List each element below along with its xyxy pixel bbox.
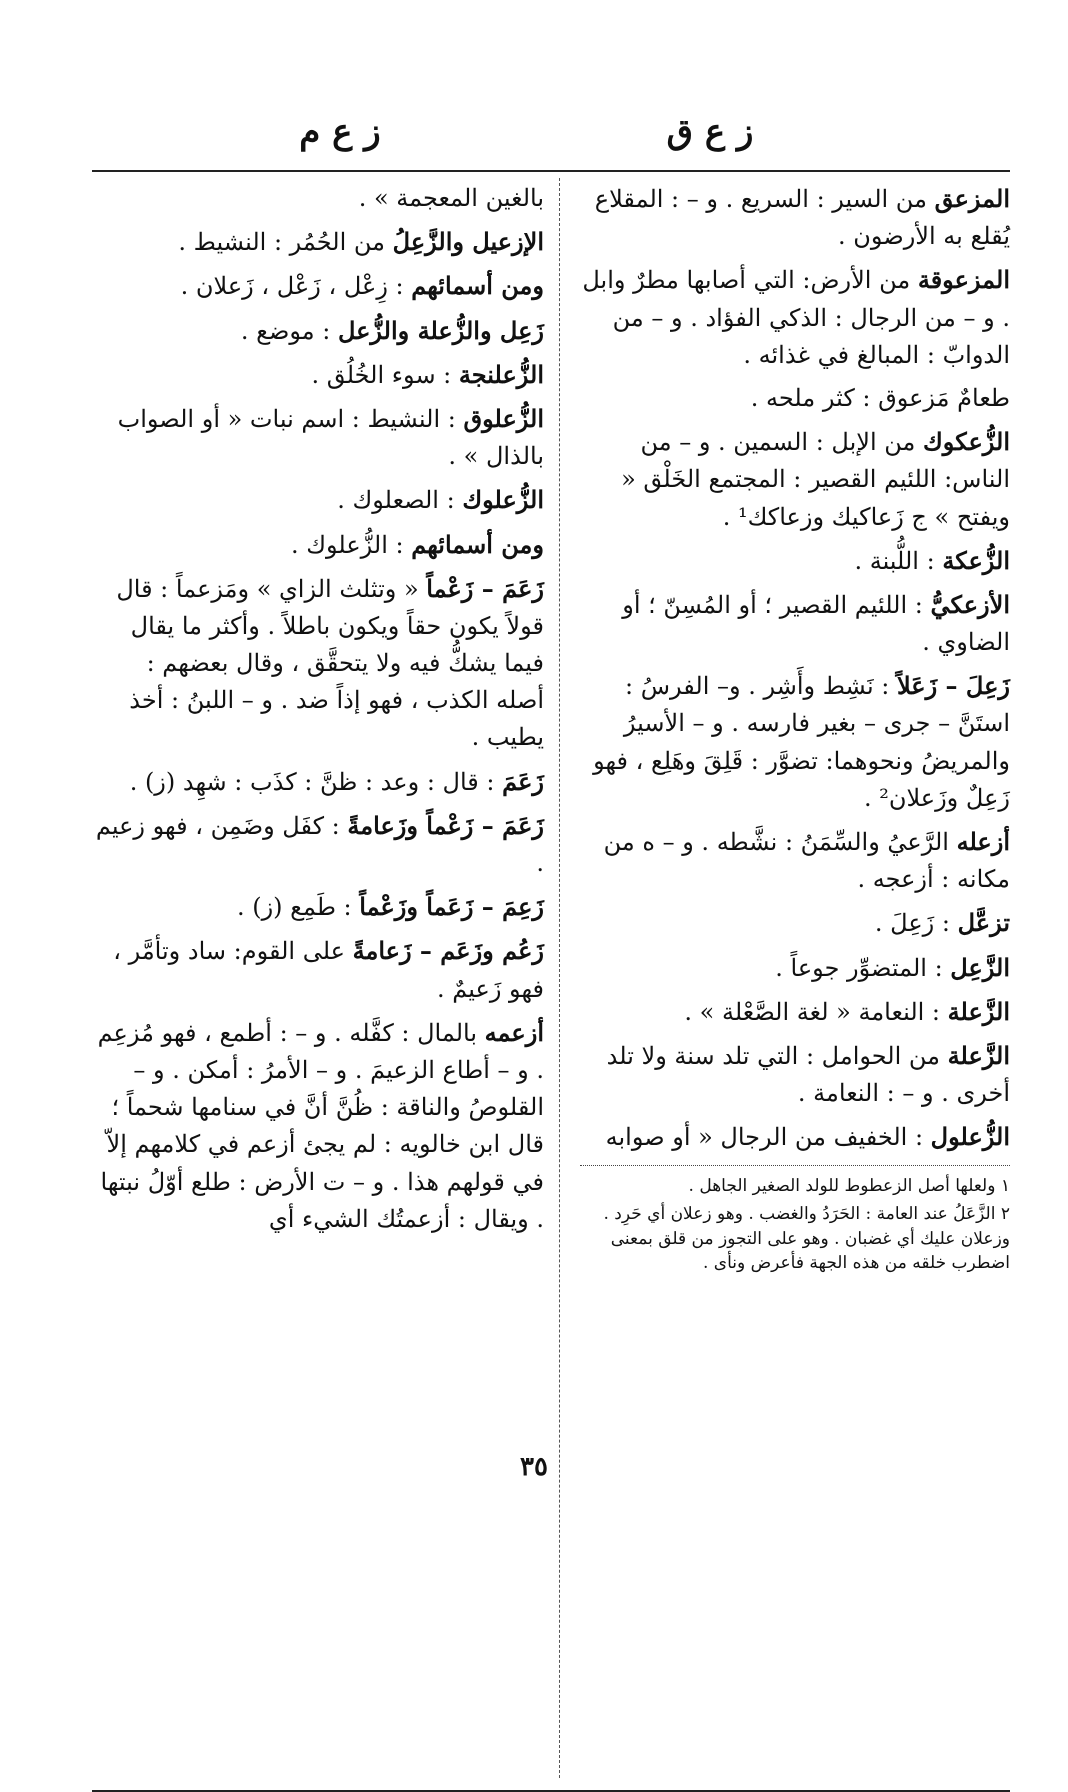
entry-definition: « وتثلث الزاي » ومَزعماً : قال قولاً يكون حقاً ويكون باطلاً . وأكثر ما يقال فيما يشكُّ فيه ولا يتحقَّق ، وقال بعضهم : أصله الكذب ، فهو إذاً ضد . و – اللبنُ : أخذ يطيب . xyxy=(116,574,544,752)
entry-definition: : الخفيف من الرجال « أو صوابه xyxy=(605,1123,931,1152)
entry-headword: الزَّعلة xyxy=(947,1040,1010,1070)
entry-definition: : نَشِط وأَشِر . و– الفرسُ : استَنَّ – جرى – بغير فارسه . و – الأسيرُ والمريضُ ونحوهما: تضوَّر : قَلِقَ وهَلِع ، فهو زَعِلٌ وزَعلان² . xyxy=(593,672,1010,812)
entry-definition: : طَمِع (ز) . xyxy=(236,893,360,922)
footnote-separator xyxy=(580,1165,1010,1166)
entry-definition: : النعامة « لغة الصَّعْلة » . xyxy=(684,997,948,1026)
dictionary-entry xyxy=(92,526,544,564)
dictionary-entry xyxy=(92,481,544,519)
dictionary-entry xyxy=(92,356,544,394)
entry-headword: ومن أسمائهم xyxy=(411,271,544,301)
column-divider xyxy=(559,178,560,1778)
entry-definition: من الحوامل : التي تلد سنة ولا تلد أخرى . و – : النعامة . xyxy=(606,1041,1010,1108)
page-number: ٣٥ xyxy=(520,1452,548,1482)
dictionary-entry xyxy=(572,993,1010,1031)
dictionary-entry xyxy=(572,261,1010,374)
entry-definition: : موضع . xyxy=(240,316,338,345)
entry-definition: من الإبل : السمين . و – من الناس: اللئيم القصير : المجتمع الخَلْق « ويفتح » ج زَعاكيك وزعاكك¹ . xyxy=(621,428,1010,531)
entry-definition: : اللئيم القصير ؛ أو المُسِنّ ؛ أو الضاوي . xyxy=(622,590,1010,657)
entry-definition: : زَعِلَ . xyxy=(874,909,958,938)
dictionary-entry xyxy=(92,807,544,882)
entry-headword: زَعِل والزُّعلة والزُّعل xyxy=(337,315,544,345)
entry-definition: : كفَل وضَمِن ، فهو زعيم . xyxy=(95,811,544,877)
entry-headword: الزُّعلوك xyxy=(462,485,544,515)
dictionary-entry xyxy=(92,570,544,757)
dictionary-entry xyxy=(572,380,1010,417)
dictionary-entry xyxy=(572,1037,1010,1112)
dictionary-entry xyxy=(92,400,544,475)
entry-definition: من الحُمُر : النشيط . xyxy=(178,228,393,257)
entry-headword: الزَّعِل xyxy=(950,952,1010,982)
dictionary-entry xyxy=(92,267,544,305)
entry-definition: : الصعلوك . xyxy=(337,486,463,515)
dictionary-entry xyxy=(92,932,544,1007)
dictionary-entry xyxy=(572,949,1010,987)
entry-definition: من السير : السريع . و – : المقلاع يُقلع به الأرضون . xyxy=(594,185,1010,251)
top-rule xyxy=(92,170,1010,172)
entry-headword: الزُّعكة xyxy=(942,545,1010,575)
entry-definition: على القوم: ساد وتأمَّر ، فهو زَعيمٌ . xyxy=(113,937,544,1003)
entry-headword: المزعق xyxy=(934,184,1010,213)
entry-headword: ومن أسمائهم xyxy=(411,529,544,559)
entry-headword: الزَّعلة xyxy=(947,996,1010,1026)
footnote: ٢ الزَّعَلُ عند العامة : الحَرَدُ والغضب . وهو زعلان أي حَرِد . وزعلان عليك أي غضبان . وهو على التجوز من قلق بمعنى اضطرب خلقه من هذه الجهة فأعرض ونأى . xyxy=(603,1204,1010,1274)
entry-headword: زَعُم وزَعَم – زَعامةً xyxy=(352,936,544,966)
left-column xyxy=(92,180,544,1244)
page-header-right: ز ع ق xyxy=(666,112,754,152)
entry-definition: : النشيط : اسم نبات « أو الصواب بالذال » . xyxy=(117,404,544,471)
page-header-left: ز ع م xyxy=(299,112,381,152)
entry-headword: تزعَّل xyxy=(957,908,1010,938)
dictionary-entry xyxy=(92,180,544,217)
dictionary-entry xyxy=(572,667,1010,817)
entry-headword: زَعِلَ – زَعَلاً xyxy=(896,671,1010,701)
entry-headword: الزُّعكوك xyxy=(923,427,1010,457)
dictionary-entry xyxy=(572,904,1010,942)
dictionary-entry xyxy=(92,888,544,926)
entry-definition: : زِعْل ، زَعْل ، زَعلان . xyxy=(180,272,412,301)
entry-headword: الأزعكيُّ xyxy=(930,589,1010,619)
dictionary-entry xyxy=(572,180,1010,255)
dictionary-entry xyxy=(572,1118,1010,1156)
entry-definition: الرَّعيُ والسِّمَنُ : نشَّطه . و – ه من مكانه : أزعجه . xyxy=(603,828,1010,894)
entry-headword: الزُّعلنجة xyxy=(458,359,544,389)
entry-definition: من الأرض: التي أصابها مطرٌ وابل . و – من الرجال : الذكي الفؤاد . و – من الدوابّ : المبالغ في غذائه . xyxy=(582,266,1010,369)
dictionary-entry xyxy=(92,1014,544,1238)
entry-definition: بالغين المعجمة » . xyxy=(358,184,544,212)
dictionary-entry xyxy=(572,823,1010,898)
entry-definition: بالمال : كفَّله . و – : أطمع ، فهو مُزعِم . و – أطاع الزعيمَ . و – الأمرُ : أمكن . و – القلوصُ والناقة : ظُنَّ أنَّ في سنامها شحماً ؛ قال ابن خالويه : لم يجئ أزعم في كلامهم إلاّ في قولهم هذا . و – ت الأرض : طلع أوّلُ نبتها . ويقال : أزعمتُك الشيء أي xyxy=(97,1018,544,1233)
dictionary-entry xyxy=(92,223,544,261)
entry-headword: أزعله xyxy=(956,827,1010,856)
dictionary-entry xyxy=(572,423,1010,536)
entry-headword: الإزعيل والزَّعِلُ xyxy=(392,227,544,257)
footnote: ١ ولعلها أصل الزعطوط للولد الصغير الجاهل . xyxy=(688,1175,1010,1196)
entry-definition: : قال : وعد : ظنَّ : كذَب : شهِد (ز) . xyxy=(129,767,503,796)
entry-headword: زَعَمَ – زَعْماً وزَعامةً xyxy=(347,810,544,840)
entry-headword: المزعوقة xyxy=(917,265,1010,295)
right-column xyxy=(572,180,1010,1280)
dictionary-entry xyxy=(572,586,1010,661)
dictionary-entry xyxy=(92,763,544,801)
dictionary-entry xyxy=(92,312,544,350)
entry-headword: زَعِمَ – زَعَماً وزَعْماً xyxy=(359,892,544,922)
entry-definition: : سوء الخُلُق . xyxy=(311,360,459,389)
entry-headword: زَعَمَ – زَعْماً xyxy=(426,573,544,603)
entry-definition: طعامٌ مَزعوق : كثر ملحه . xyxy=(750,383,1010,412)
entry-headword: الزُّعلوق xyxy=(463,403,544,433)
entry-headword: الزُّعلول xyxy=(930,1122,1010,1152)
entry-definition: : المتضوِّر جوعاً . xyxy=(775,953,951,982)
dictionary-entry xyxy=(572,542,1010,580)
entry-definition: : الزُّعلوك . xyxy=(290,530,412,559)
entry-headword: أزعمه xyxy=(484,1017,544,1047)
entry-definition: : اللُّبنة . xyxy=(854,546,943,575)
entry-headword: زَعَمَ xyxy=(502,766,544,796)
